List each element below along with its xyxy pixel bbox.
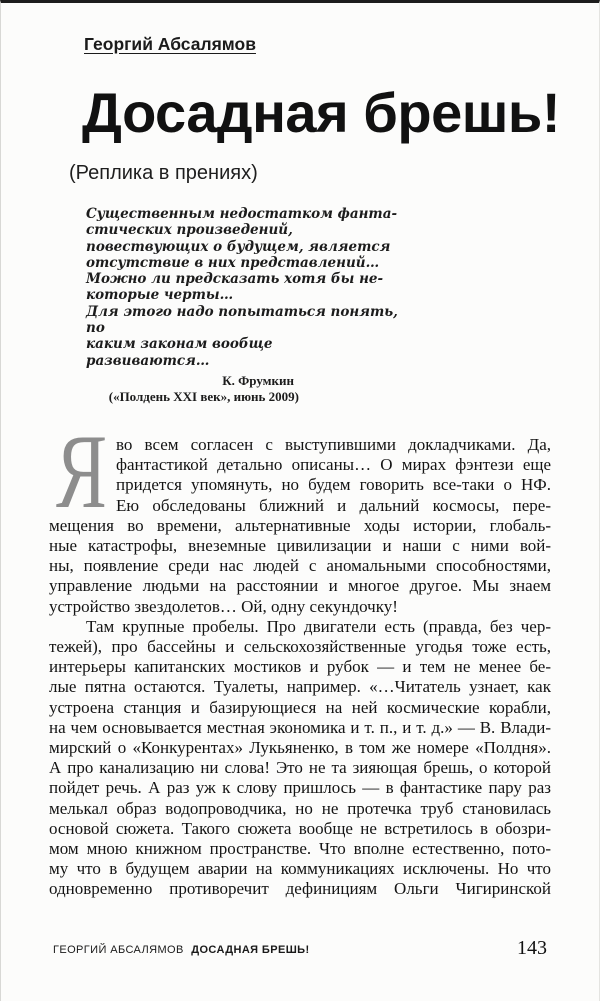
text-line: мещения во времени, альтернативные ходы истории, глобаль- <box>49 515 551 535</box>
text-line: отсутствие в них представлений… <box>86 254 380 271</box>
page-number: 143 <box>517 937 547 959</box>
running-footer <box>53 944 310 956</box>
text-line: устроена станция и базирующиеся на ней космические корабли, <box>49 697 551 717</box>
epigraph <box>86 206 399 405</box>
text-line: му что в будущем аварии на коммуникациях исключены. Но что <box>49 859 551 879</box>
text-line: тежей), про бассейны и сельскохозяйственные угодья тоже есть, <box>49 637 551 657</box>
text-line: Существенным недостатком фанта- <box>86 206 398 222</box>
text-line: мелькал образ водопроводчика, но не протечка труб становилась <box>49 798 551 818</box>
text-line: А про канализацию ни слова! Это не та зияющая брешь, о которой <box>49 758 551 778</box>
text-line: основой сюжета. Такого сюжета вообще не встретилось в обозри- <box>49 818 551 838</box>
article-author: Георгий Абсалямов <box>84 34 256 54</box>
text-line: лые пятна остаются. Туалеты, например. «…Читатель узнает, как <box>49 677 551 697</box>
text-line: устройство звездолетов… Ой, одну секундочку! <box>49 596 398 616</box>
article-title: Досадная брешь! <box>82 81 560 144</box>
text-line: которые черты… <box>86 287 234 304</box>
text-line: ные катастрофы, внеземные цивилизации и наши с ними вой- <box>49 536 551 556</box>
text-line: ны, появление среди нас людей с аномальными способностями, <box>49 556 551 576</box>
paragraph-2 <box>49 617 551 900</box>
paragraph-1-beside-dropcap <box>116 435 551 516</box>
epigraph-attribution: К. Фрумкин <box>222 372 294 388</box>
text-line: повествующих о будущем, является <box>86 238 391 255</box>
text-line: мом мною книжном пространстве. Что вполне естественно, пото- <box>49 839 551 859</box>
footer-title: ДОСАДНАЯ БРЕШЬ! <box>191 944 310 956</box>
text-line: Ею обследованы ближний и дальний космосы, пере- <box>116 495 551 515</box>
text-line: пойдет речь. А раз уж к слову пришлось — в фантастике пару раз <box>49 778 551 798</box>
article-subtitle: (Реплика в прениях) <box>69 162 258 184</box>
text-line: одновременно противоречит дефинициям Ольги Чигиринской <box>49 879 551 899</box>
text-line: управление людьми на расстоянии и многое другое. Мы знаем <box>49 576 551 596</box>
text-line: Можно ли предсказать хотя бы не- <box>86 271 384 288</box>
drop-cap-letter: Я <box>56 413 107 530</box>
text-line: каким законам вообще развиваются… <box>86 336 273 369</box>
text-line: на чем основывается местная экономика и т. п., и т. д.» — В. Влади- <box>49 717 551 737</box>
text-line: стических произведений, <box>86 222 293 239</box>
epigraph-text <box>86 206 399 369</box>
paragraph-1-full-width <box>49 516 551 617</box>
text-line: фантастикой детально описаны… О мирах фэнтези еще <box>116 455 551 475</box>
text-line: интерьеры капитанских мостиков и рубок — и тем не менее бе- <box>49 657 551 677</box>
footer-author: ГЕОРГИЙ АБСАЛЯМОВ <box>53 944 184 956</box>
text-line: Для этого надо попытаться понять, по <box>86 303 398 337</box>
text-line: мирский о «Конкурентах» Лукьяненко, в том же номере «Полдня». <box>49 738 551 758</box>
epigraph-source: («Полдень XXI век», июнь 2009) <box>108 388 299 404</box>
text-line: Там крупные пробелы. Про двигатели есть (правда, без чер- <box>86 616 551 636</box>
text-line: во всем согласен с выступившими докладчиками. Да, <box>116 435 551 454</box>
text-line: придется упомянуть, но будем говорить все-таки о НФ. <box>116 475 551 495</box>
article-body <box>49 413 551 900</box>
